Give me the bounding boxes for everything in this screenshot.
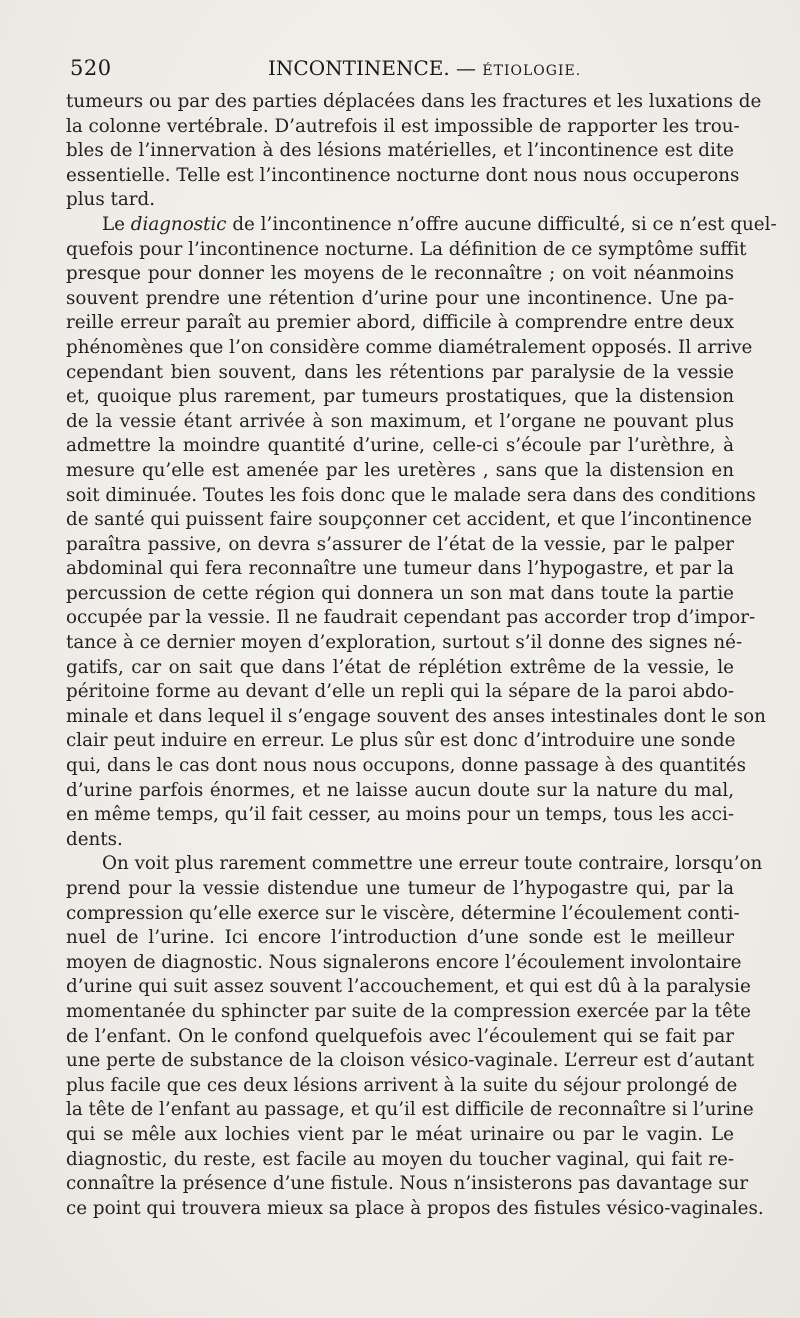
text-line: admettre la moindre quantité d’urine, celle-ci s’écoule par l’urèthre, à (66, 435, 734, 457)
text-line: souvent prendre une rétention d’urine pour une incontinence. Une pa- (66, 287, 734, 309)
text-line: Le diagnostic de l’incontinence n’offre aucune difficulté, si ce n’est quel- (102, 213, 777, 235)
text-line: d’urine parfois énormes, et ne laisse aucun doute sur la nature du mal, (66, 779, 734, 801)
text-line: gatifs, car on sait que dans l’état de réplétion extrême de la vessie, le (66, 656, 734, 678)
text-line: abdominal qui fera reconnaître une tumeur dans l’hypogastre, et par la (66, 558, 734, 580)
text-line: d’urine qui suit assez souvent l’accouchement, et qui est dû à la paralysie (66, 976, 751, 998)
text-line: tumeurs ou par des parties déplacées dans les fractures et les luxations de (66, 91, 762, 112)
text-line: bles de l’innervation à des lésions matérielles, et l’incontinence est dite (66, 140, 734, 162)
running-title-dash: — (449, 56, 483, 80)
running-title-sub: ÉTIOLOGIE. (482, 63, 582, 79)
text-line: tance à ce dernier moyen d’exploration, surtout s’il donne des signes né- (66, 632, 743, 654)
text-line: compression qu’elle exerce sur le viscère, détermine l’écoulement conti- (66, 902, 740, 924)
text-line: de la vessie étant arrivée à son maximum, et l’organe ne pouvant plus (66, 410, 734, 432)
text-line: qui, dans le cas dont nous nous occupons, donne passage à des quantités (66, 755, 746, 777)
text-line: plus tard. (66, 189, 156, 211)
paragraph (66, 90, 762, 213)
text-line: mesure qu’elle est amenée par les uretères , sans que la distension en (66, 459, 734, 481)
text-line: de l’enfant. On le confond quelquefois avec l’écoulement qui se fait par (66, 1025, 734, 1047)
paragraph (66, 213, 777, 852)
text-line: occupée par la vessie. Il ne faudrait cependant pas accorder trop d’impor- (66, 607, 756, 629)
text-line: reille erreur paraît au premier abord, difficile à comprendre entre deux (66, 312, 734, 334)
text-line: presque pour donner les moyens de le reconnaître ; on voit néanmoins (66, 263, 734, 285)
text-line: cependant bien souvent, dans les rétentions par paralysie de la vessie (66, 361, 734, 383)
text-line: percussion de cette région qui donnera un son mat dans toute la partie (66, 582, 734, 604)
text-line: minale et dans lequel il s’engage souvent des anses intestinales dont le son (66, 705, 766, 727)
text-line: et, quoique plus rarement, par tumeurs prostatiques, que la distension (66, 386, 734, 408)
text-line: On voit plus rarement commettre une erreur toute contraire, lorsqu’on (102, 853, 763, 875)
text-line: clair peut induire en erreur. Le plus sûr est donc d’introduire une sonde (66, 730, 736, 752)
text-line: plus facile que ces deux lésions arrivent à la suite du séjour prolongé de (66, 1074, 738, 1096)
text-line: paraîtra passive, on devra s’assurer de l’état de la vessie, par le palper (66, 533, 734, 555)
text-line: la tête de l’enfant au passage, et qu’il est difficile de reconnaître si l’urine (66, 1099, 754, 1121)
running-title-main: INCONTINENCE. (268, 56, 450, 80)
text-line: prend pour la vessie distendue une tumeur de l’hypogastre qui, par la (66, 878, 734, 899)
body-text (66, 90, 777, 1221)
page-number: 520 (70, 56, 112, 80)
text-line: moyen de diagnostic. Nous signalerons encore l’écoulement involontaire (66, 951, 742, 973)
text-line: soit diminuée. Toutes les fois donc que le malade sera dans des conditions (66, 484, 756, 506)
text-line: la colonne vertébrale. D’autrefois il est impossible de rapporter les trou- (66, 115, 740, 137)
text-line: nuel de l’urine. Ici encore l’introduction d’une sonde est le meilleur (66, 927, 734, 949)
text-line: essentielle. Telle est l’incontinence nocturne dont nous nous occuperons (66, 164, 740, 186)
paragraph (66, 852, 764, 1221)
text-line: quefois pour l’incontinence nocturne. La définition de ce symptôme suffit (66, 238, 747, 260)
text-line: qui se mêle aux lochies vient par le méat urinaire ou par le vagin. Le (66, 1123, 734, 1145)
text-line: une perte de substance de la cloison vésico-vaginale. L’erreur est d’autant (66, 1050, 755, 1072)
text-line: ce point qui trouvera mieux sa place à propos des fistules vésico-vaginales. (66, 1197, 764, 1219)
text-line: phénomènes que l’on considère comme diamétralement opposés. Il arrive (66, 336, 753, 358)
running-header (68, 56, 732, 84)
text-line: de santé qui puissent faire soupçonner cet accident, et que l’incontinence (66, 509, 752, 531)
text-line: momentanée du sphincter par suite de la compression exercée par la tête (66, 1000, 751, 1022)
text-line: connaître la présence d’une fistule. Nous n’insisterons pas davantage sur (66, 1173, 749, 1195)
text-line: en même temps, qu’il fait cesser, au moins pour un temps, tous les acci- (66, 804, 734, 826)
running-title (268, 56, 581, 80)
text-line: péritoine forme au devant d’elle un repli qui la sépare de la paroi abdo- (66, 681, 734, 703)
italic-term: diagnostic (130, 213, 227, 235)
text-line: diagnostic, du reste, est facile au moyen du toucher vaginal, qui fait re- (66, 1148, 734, 1170)
text-line: dents. (66, 828, 123, 850)
